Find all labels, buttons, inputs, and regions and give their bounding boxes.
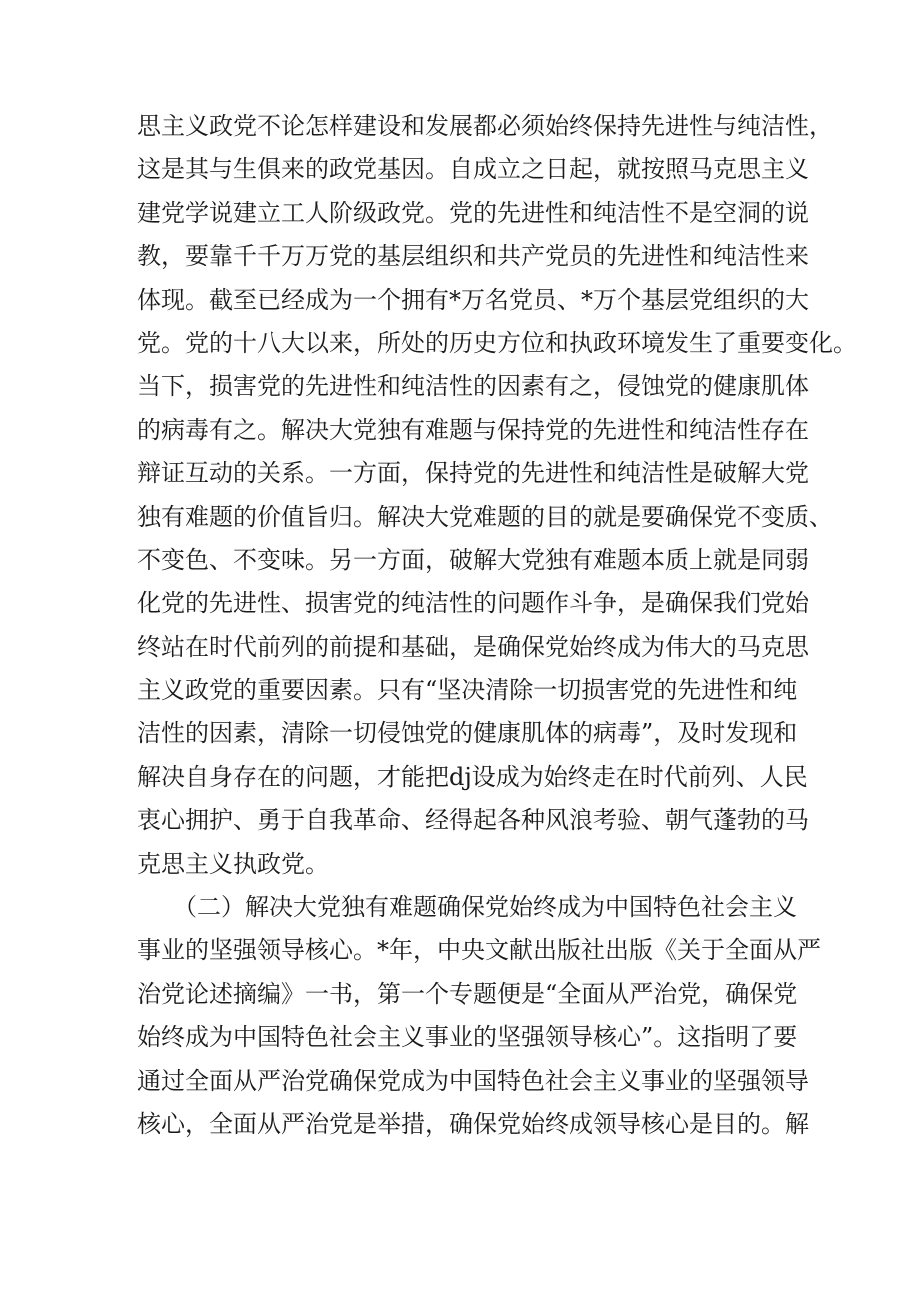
- paragraph-line: 教，要靠千千万万党的基层组织和共产党员的先进性和纯洁性来: [137, 242, 809, 271]
- paragraph-line: 的病毒有之。解决大党独有难题与保持党的先进性和纯洁性存在: [137, 415, 809, 444]
- paragraph-line: 通过全面从严治党确保党成为中国特色社会主义事业的坚强领导: [137, 1066, 809, 1095]
- paragraph-line: 始终成为中国特色社会主义事业的坚强领导核心”。这指明了要: [137, 1023, 798, 1052]
- paragraph-line: 建党学说建立工人阶级政党。党的先进性和纯洁性不是空洞的说: [137, 198, 809, 227]
- paragraph-line: 党。党的十八大以来，所处的历史方位和执政环境发生了重要变化。: [137, 328, 857, 357]
- paragraph-line: 体现。截至已经成为一个拥有*万名党员、*万个基层党组织的大: [137, 285, 809, 314]
- paragraph-line: 治党论述摘编》一书，第一个专题便是“全面从严治党，确保党: [137, 979, 798, 1008]
- paragraph-line: 主义政党的重要因素。只有“坚决清除一切损害党的先进性和纯: [137, 676, 798, 705]
- paragraph-line: 不变色、不变味。另一方面，破解大党独有难题本质上就是同弱: [137, 545, 809, 574]
- paragraph-line: 思主义政党不论怎样建设和发展都必须始终保持先进性与纯洁性，: [137, 112, 833, 140]
- paragraph-line: 洁性的因素，清除一切侵蚀党的健康肌体的病毒”，及时发现和: [137, 719, 798, 748]
- paragraph-1: [137, 105, 857, 886]
- paragraph-line: 事业的坚强领导核心。*年，中央文献出版社出版《关于全面从严: [137, 936, 821, 965]
- paragraph-line: 当下，损害党的先进性和纯洁性的因素有之，侵蚀党的健康肌体: [137, 372, 809, 401]
- paragraph-line: 化党的先进性、损害党的纯洁性的问题作斗争，是确保我们党始: [137, 589, 809, 618]
- paragraph-line: 解决自身存在的问题，才能把dj设成为始终走在时代前列、人民: [137, 762, 808, 791]
- paragraph-line: 克思主义执政党。: [137, 849, 329, 878]
- paragraph-line: 衷心拥护、勇于自我革命、经得起各种风浪考验、朝气蓬勃的马: [137, 806, 809, 835]
- paragraph-line: 这是其与生俱来的政党基因。自成立之日起，就按照马克思主义: [137, 155, 809, 184]
- paragraph-line: 辩证互动的关系。一方面，保持党的先进性和纯洁性是破解大党: [137, 459, 809, 488]
- paragraph-line: 核心，全面从严治党是举措，确保党始终成领导核心是目的。解: [137, 1109, 809, 1138]
- paragraph-line: （二）解决大党独有难题确保党始终成为中国特色社会主义: [173, 893, 797, 921]
- paragraph-2: [137, 886, 821, 1146]
- paragraph-line: 独有难题的价值旨归。解决大党难题的目的就是要确保党不变质、: [137, 502, 833, 531]
- paragraph-line: 终站在时代前列的前提和基础，是确保党始终成为伟大的马克思: [137, 632, 809, 661]
